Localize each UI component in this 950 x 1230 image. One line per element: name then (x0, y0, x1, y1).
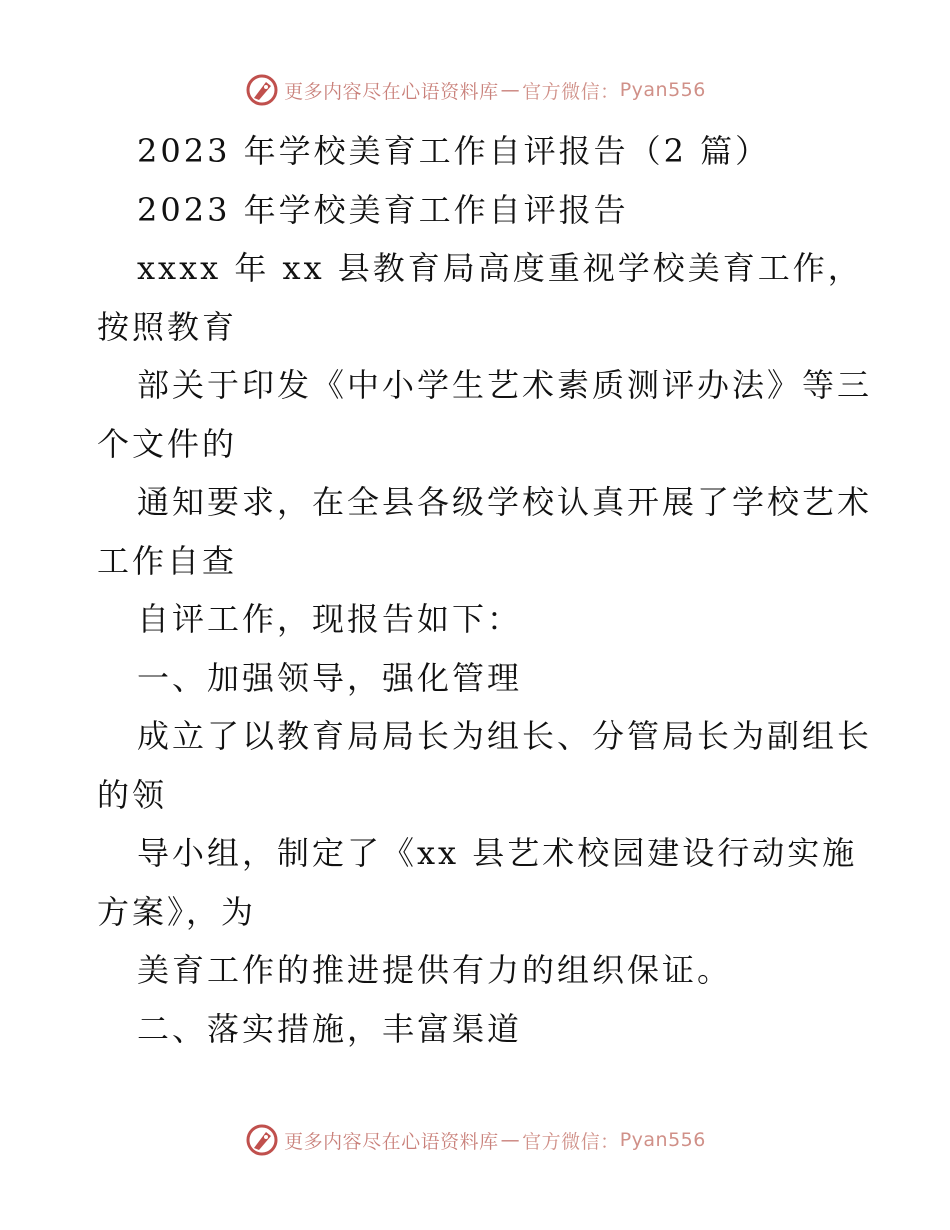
pen-nib-icon (244, 1122, 280, 1158)
paragraph-line: 导小组，制定了《xx 县艺术校园建设行动实施 (137, 834, 858, 872)
watermark-text: 更多内容尽在心语资料库 (284, 1130, 499, 1153)
paragraph-line: 部关于印发《中小学生艺术素质测评办法》等三 (137, 366, 873, 404)
paragraph-line: 的领 (97, 775, 168, 814)
section-heading: 一、加强领导，强化管理 (137, 658, 523, 697)
paragraph-line: 个文件的 (97, 424, 238, 463)
header-watermark (0, 70, 950, 110)
section-heading: 二、落实措施，丰富渠道 (137, 1009, 523, 1048)
paragraph-line: 自评工作，现报告如下： (137, 600, 523, 638)
paragraph-line: 按照教育 (97, 307, 238, 346)
watermark-wechat-id: Pyan556 (619, 1129, 706, 1151)
paragraph-line: xxxx 年 xx 县教育局高度重视学校美育工作， (137, 249, 863, 287)
paragraph-line: 美育工作的推进提供有力的组织保证。 (137, 951, 733, 989)
doc-title: 2023 年学校美育工作自评报告（2 篇） (137, 132, 771, 170)
pen-nib-icon (244, 72, 280, 108)
paragraph-line: 方案》，为 (97, 892, 257, 931)
paragraph-line: 成立了以教育局局长为组长、分管局长为副组长 (137, 717, 873, 755)
paragraph-line: 通知要求，在全县各级学校认真开展了学校艺术 (137, 483, 873, 521)
doc-subtitle: 2023 年学校美育工作自评报告 (137, 190, 629, 229)
watermark-dash: — (500, 1129, 521, 1151)
watermark-dash: — (500, 79, 521, 101)
document-body (97, 122, 873, 1058)
watermark-wechat-label: 官方微信： (522, 80, 620, 103)
watermark-text: 更多内容尽在心语资料库 (284, 80, 499, 103)
watermark-wechat-label: 官方微信： (522, 1130, 620, 1153)
paragraph-line: 工作自查 (97, 541, 238, 580)
footer-watermark (0, 1120, 950, 1160)
watermark-wechat-id: Pyan556 (619, 79, 706, 101)
